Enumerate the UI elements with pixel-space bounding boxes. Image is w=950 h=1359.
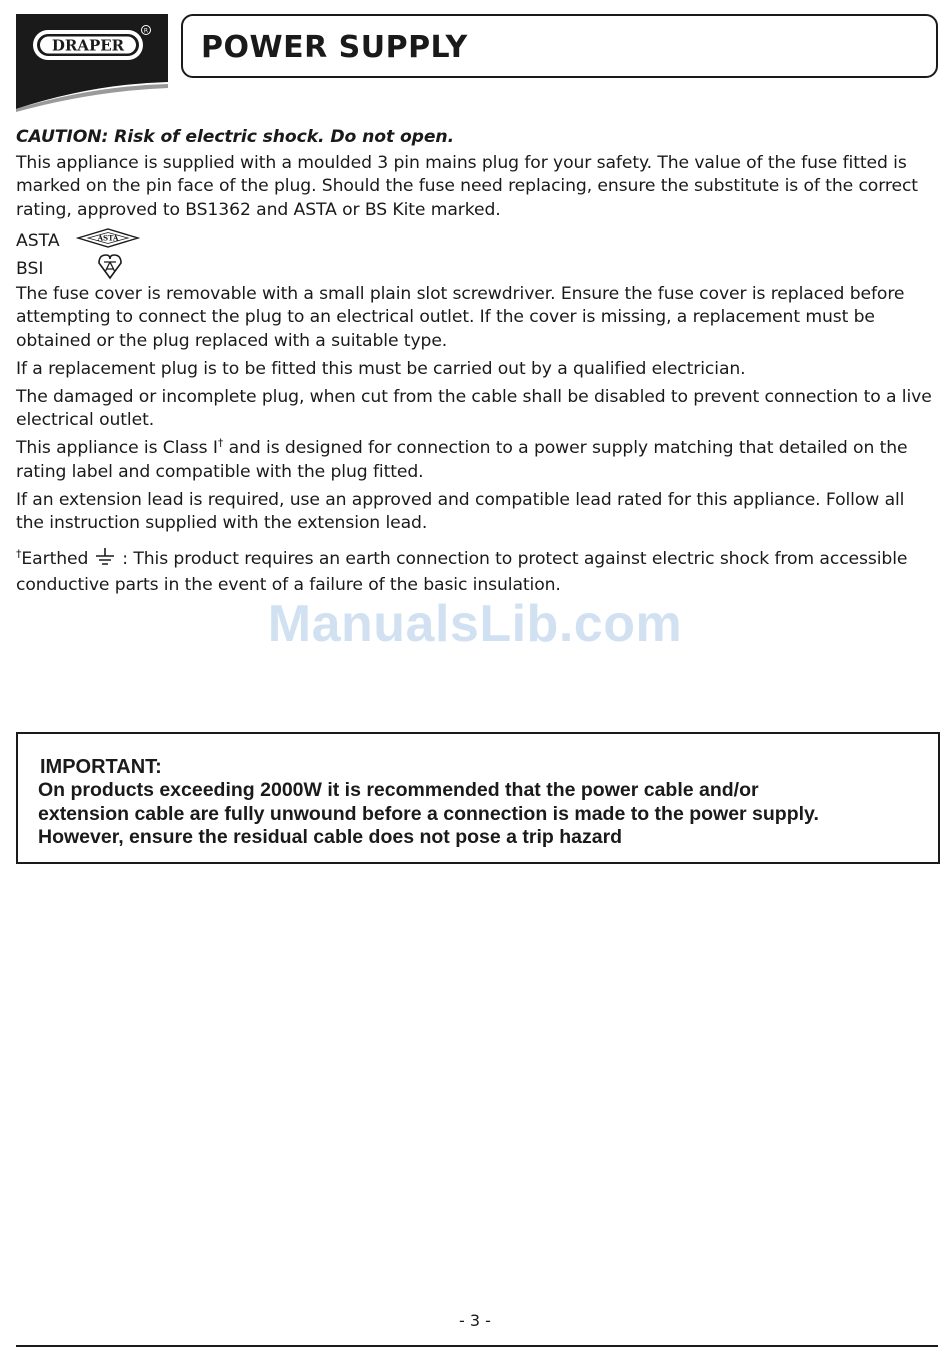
title-box	[181, 14, 938, 78]
earth-label: Earthed	[21, 548, 89, 569]
class-text-a: This appliance is Class I	[16, 438, 218, 458]
paragraph-replacement: If a replacement plug is to be fitted this must be carried out by a qualified electrician.	[16, 358, 746, 379]
class-text-b: and is designed for connection to a power supply matching that detailed on the rating label and compatible with the plug fitted.	[16, 438, 908, 482]
earth-dagger: †	[16, 546, 22, 560]
earth-text: : This product requires an earth connection to protect against electric shock from accessible conductive parts in the event of a failure of the basic insulation.	[16, 548, 908, 595]
footer-rule	[16, 1345, 938, 1347]
paragraph-class	[16, 437, 936, 484]
earth-ground-icon	[94, 547, 116, 575]
paragraph-damaged-plug: The damaged or incomplete plug, when cut from the cable shall be disabled to prevent connection to a live electrical outlet.	[16, 386, 932, 430]
important-line-2: extension cable are fully unwound before a connection is made to the power supply.	[38, 802, 819, 825]
important-heading: IMPORTANT:	[40, 756, 162, 778]
paragraph-extension: If an extension lead is required, use an approved and compatible lead rated for this appliance. Follow all the instruction supplied with the extension lead.	[16, 489, 905, 533]
draper-logo	[16, 14, 168, 112]
caution-text: CAUTION: Risk of electric shock. Do not open.	[16, 127, 455, 147]
asta-row	[16, 227, 936, 255]
bsi-label: BSI	[16, 258, 44, 279]
asta-mark-icon	[76, 227, 140, 254]
paragraph-plug: This appliance is supplied with a moulded 3 pin mains plug for your safety. The value of the fuse fitted is marked on the pin face of the plug. Should the fuse need replacing, ensure the substitute is of the correct rating, approved to BS1362 and ASTA or BS Kite marked.	[16, 152, 918, 220]
brand-text: DRAPER	[51, 36, 125, 55]
page-number: - 3 -	[459, 1311, 491, 1330]
page-title: POWER SUPPLY	[201, 30, 468, 65]
watermark: ManualsLib.com	[267, 595, 683, 653]
important-line-3: However, ensure the residual cable does not pose a trip hazard	[38, 826, 623, 848]
dagger-mark: †	[217, 436, 224, 450]
bsi-kitemark-icon	[96, 252, 124, 285]
main-content	[16, 126, 936, 602]
paragraph-fuse-cover: The fuse cover is removable with a small plain slot screwdriver. Ensure the fuse cover is replaced before attempting to connect the plug to an electrical outlet. If the cover is missing, a replacement must be obtained or the plug replaced with a suitable type.	[16, 283, 905, 351]
svg-text:R: R	[143, 27, 149, 35]
important-notice	[16, 732, 940, 864]
important-body	[38, 779, 918, 850]
important-line-1: On products exceeding 2000W it is recommended that the power cable and/or	[38, 779, 759, 801]
bsi-row	[16, 255, 936, 283]
asta-mark-text: ASTA	[97, 233, 119, 243]
earth-note	[16, 547, 936, 598]
asta-label: ASTA	[16, 230, 60, 251]
